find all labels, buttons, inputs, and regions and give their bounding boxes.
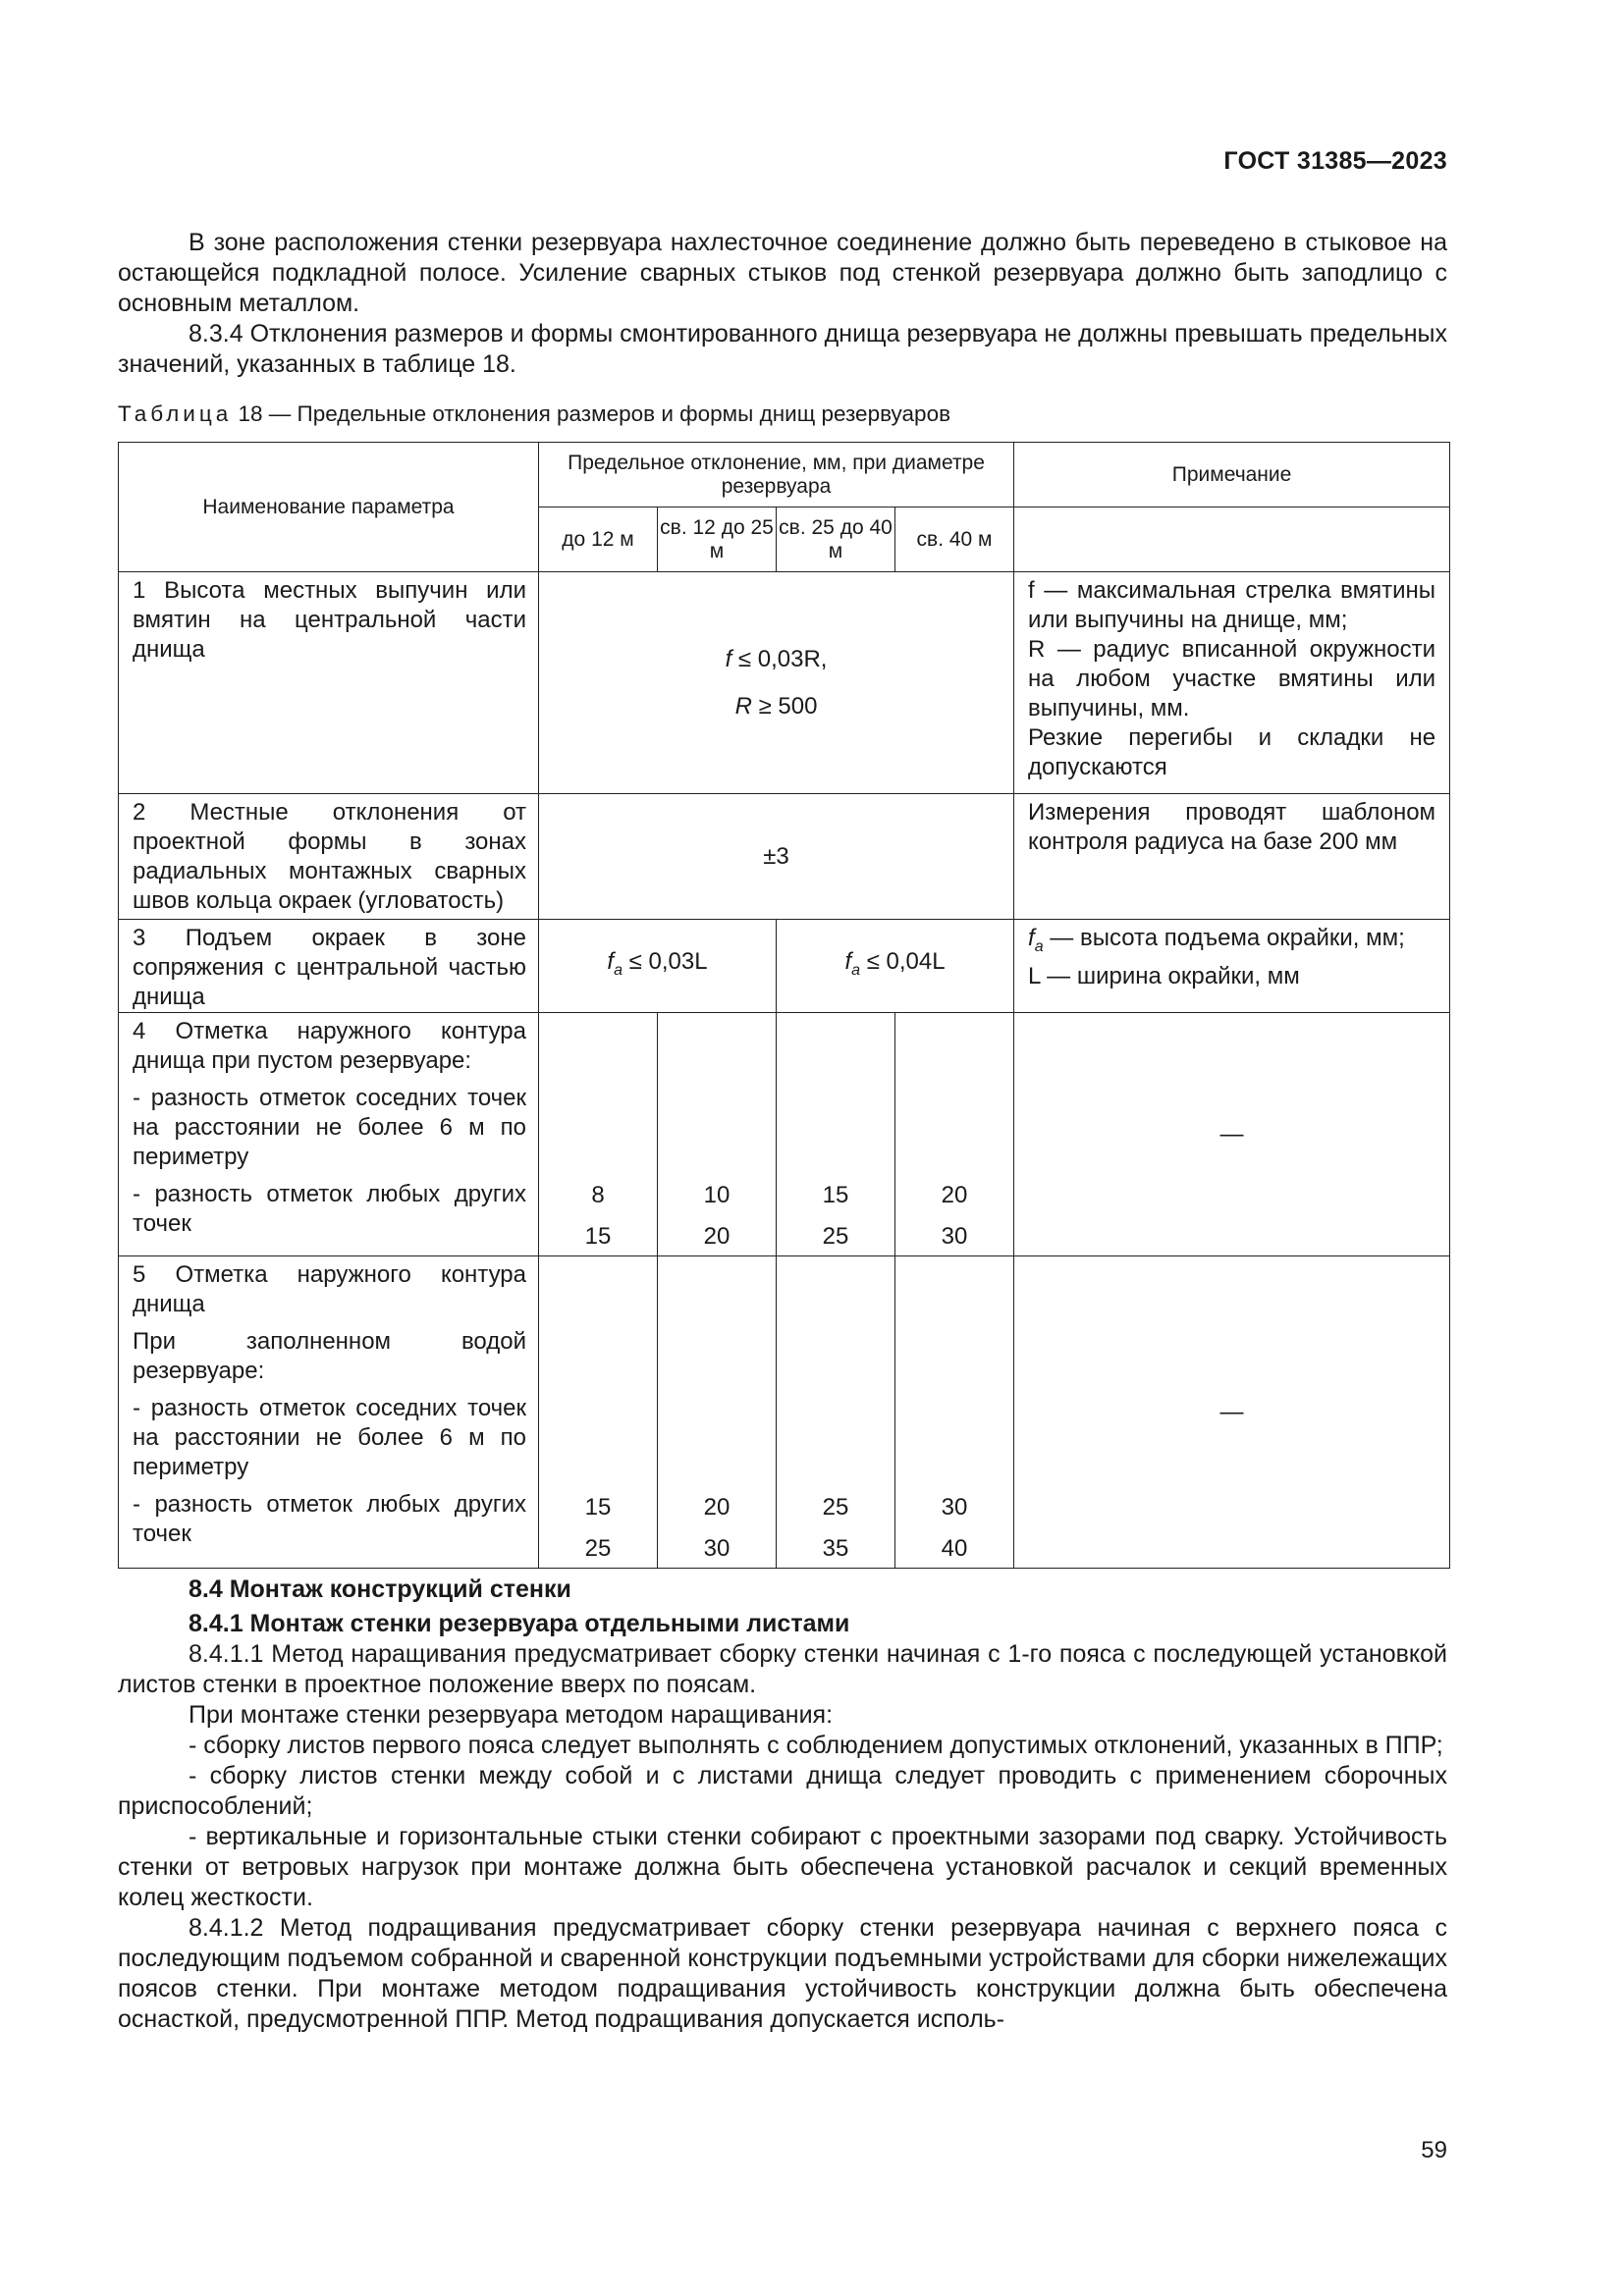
- row5-sub-1: - разность отметок соседних точек на расстоянии не более 6 м по периметру: [133, 1395, 526, 1480]
- header-note: Примечание: [1014, 443, 1450, 507]
- row1-formula-f: f: [725, 645, 732, 672]
- header-deviation: Предельное отклонение, мм, при диаметре резервуара: [539, 443, 1014, 507]
- row4-sub-1: - разность отметок соседних точек на расстоянии не более 6 м по периметру: [133, 1085, 526, 1170]
- table-caption-word: Таблица: [118, 401, 233, 426]
- table-row-3: [119, 920, 1450, 1013]
- section-paragraph-1: 8.4.1.1 Метод наращивания предусматривает сборку стенки начиная с 1-го пояса с последующей установкой листов стенки в проектное положение вверх по поясам.: [118, 1640, 1447, 1698]
- row5-col1: 15 25: [539, 1256, 658, 1569]
- header-note-empty: [1014, 507, 1450, 572]
- table-caption-title: 18 — Предельные отклонения размеров и формы днищ резервуаров: [238, 401, 951, 426]
- row4-note: —: [1014, 1013, 1450, 1256]
- row3-note-line-1: — высота подъема окрайки, мм;: [1043, 925, 1405, 951]
- row5-col3: 25 35: [777, 1256, 895, 1569]
- row3-note-line-2: L — ширина окрайки, мм: [1028, 963, 1300, 989]
- row2-param: 2 Местные отклонения от проектной формы в зонах радиальных монтажных сварных швов кольца окраек (угловатость): [119, 794, 539, 920]
- row3-note-sub: a: [1034, 938, 1044, 955]
- deviation-table: [118, 442, 1450, 1569]
- row3-value-b-text: ≤ 0,04L: [866, 947, 946, 975]
- row5-param: [119, 1256, 539, 1569]
- intro-paragraph-2: 8.3.4 Отклонения размеров и формы смонтированного днища резервуара не должны превышать предельных значений, указанных в таблице 18.: [118, 320, 1447, 378]
- row3-sym-b: f: [844, 947, 852, 975]
- table-row-4: [119, 1013, 1450, 1256]
- section-paragraph-5: - вертикальные и горизонтальные стыки стенки собирают с проектными зазорами под сварку. Устойчивость стенки от ветровых нагрузок при монтаже должна быть обеспечена установкой расчалок и секций временных колец жесткости.: [118, 1823, 1447, 1911]
- row1-note-line-2: R — радиус вписанной окружности на любом участке вмятины или выпучины, мм.: [1028, 636, 1436, 721]
- row4-col3: 15 25: [777, 1013, 895, 1256]
- row3-value-b: [777, 920, 1014, 1013]
- table-row-5: [119, 1256, 1450, 1569]
- row5-note: —: [1014, 1256, 1450, 1569]
- header-param: Наименование параметра: [119, 443, 539, 572]
- row5-title: 5 Отметка наружного контура днища: [133, 1261, 526, 1317]
- row1-note-line-1: f — максимальная стрелка вмятины или выпучины на днище, мм;: [1028, 577, 1436, 633]
- header-diameter-3: св. 25 до 40 м: [777, 507, 895, 572]
- row4-col2: 10 20: [658, 1013, 777, 1256]
- row5-sub-2: - разность отметок любых других точек: [133, 1491, 526, 1547]
- row3-sub-b: a: [851, 961, 861, 979]
- row3-sub-a: a: [614, 961, 623, 979]
- section-paragraph-3: - сборку листов первого пояса следует выполнять с соблюдением допустимых отклонений, указанных в ППР;: [189, 1732, 1443, 1759]
- subsection-heading: 8.4.1 Монтаж стенки резервуара отдельными листами: [189, 1610, 850, 1637]
- section-paragraph-4: - сборку листов стенки между собой и с листами днища следует проводить с применением сборочных приспособлений;: [118, 1762, 1447, 1820]
- row3-value-a: [539, 920, 777, 1013]
- row4-col4: 20 30: [895, 1013, 1014, 1256]
- row3-param: 3 Подъем окраек в зоне сопряжения с центральной частью днища: [119, 920, 539, 1013]
- row3-note-sym: f: [1028, 925, 1035, 951]
- row1-note-line-3: Резкие перегибы и складки не допускаются: [1028, 724, 1436, 780]
- row1-formula: [539, 572, 1014, 794]
- section-text: [118, 1575, 1447, 2035]
- section-paragraph-6: 8.4.1.2 Метод подращивания предусматривает сборку стенки резервуара начиная с верхнего пояса с последующим подъемом собранной и сваренной конструкции подъемными устройствами для сборки нижележащих поясов стенки. При монтаже методом подращивания устойчивость конструкции должна быть обеспечена оснасткой, предусмотренной ППР. Метод подращивания допускается исполь-: [118, 1914, 1447, 2033]
- row1-param: 1 Высота местных выпучин или вмятин на центральной части днища: [119, 572, 539, 794]
- section-paragraph-2: При монтаже стенки резервуара методом наращивания:: [189, 1701, 834, 1729]
- row1-formula2-rest: ≥ 500: [751, 692, 818, 720]
- row5-subtitle: При заполненном водой резервуаре:: [133, 1328, 526, 1384]
- table-row-1: [119, 572, 1450, 794]
- header-diameter-2: св. 12 до 25 м: [658, 507, 777, 572]
- row4-sub-2: - разность отметок любых других точек: [133, 1181, 526, 1237]
- row5-col4: 30 40: [895, 1256, 1014, 1569]
- row3-sym-a: f: [607, 947, 615, 975]
- row2-note: Измерения проводят шаблоном контроля радиуса на базе 200 мм: [1014, 794, 1450, 920]
- standard-designation: ГОСТ 31385—2023: [1223, 147, 1447, 175]
- row4-param: [119, 1013, 539, 1256]
- row1-note: [1014, 572, 1450, 794]
- row1-formula-r: R: [734, 692, 752, 720]
- intro-paragraph-1: В зоне расположения стенки резервуара нахлесточное соединение должно быть переведено в стыковое на остающейся подкладной полосе. Усиление сварных стыков под стенкой резервуара должно быть заподлицо с основным металлом.: [118, 229, 1447, 317]
- row4-title: 4 Отметка наружного контура днища при пустом резервуаре:: [133, 1018, 526, 1074]
- row4-col1: 8 15: [539, 1013, 658, 1256]
- table-header-row-1: [119, 443, 1450, 507]
- intro-text: [118, 228, 1447, 380]
- table-row-2: [119, 794, 1450, 920]
- page-number: 59: [1421, 2137, 1447, 2163]
- table-caption: [118, 400, 950, 428]
- row3-value-a-text: ≤ 0,03L: [628, 947, 708, 975]
- header-diameter-1: до 12 м: [539, 507, 658, 572]
- row5-col2: 20 30: [658, 1256, 777, 1569]
- row1-formula-rest: ≤ 0,03R,: [731, 645, 828, 672]
- header-diameter-4: св. 40 м: [895, 507, 1014, 572]
- section-heading: 8.4 Монтаж конструкций стенки: [189, 1575, 571, 1603]
- row3-note: [1014, 920, 1450, 1013]
- row2-value: ±3: [539, 794, 1014, 920]
